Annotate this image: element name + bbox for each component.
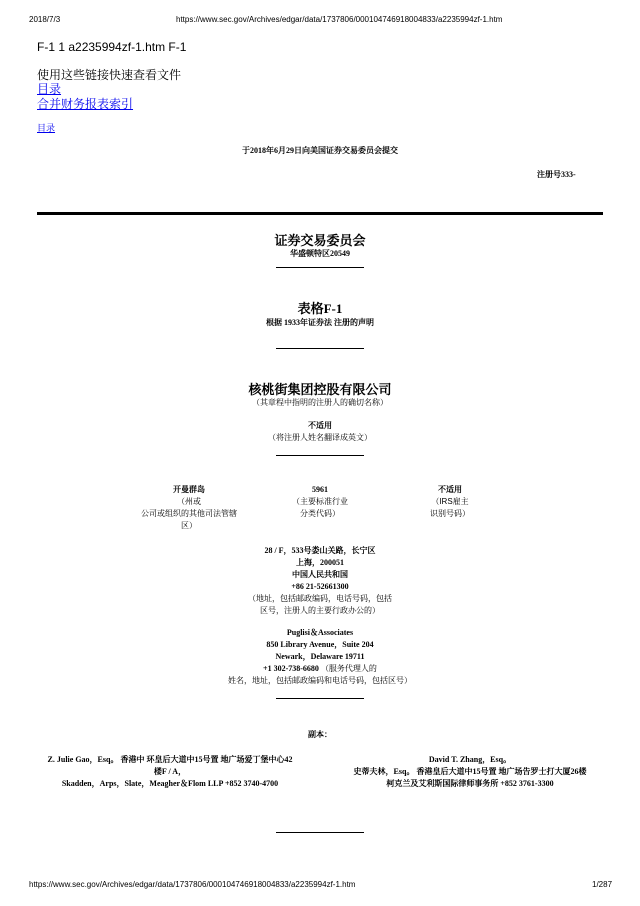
agent-address-line: 850 Library Avenue，Suite 204 [266,640,374,649]
irs-number-column [415,484,485,520]
copy-recipient-line: 史蒂夫林，Esq。 香港皇后大道中15号置 地广场告罗士打大厦26楼 [353,767,587,776]
jurisdiction-note-line: 公司或组织的其他司法管辖 [141,509,237,518]
registrant-name: 核桃街集团控股有限公司 [248,382,392,397]
copy-recipient-line: Z. Julie Gao，Esq。 香港中 环皇后大道中15号置 地广场爱丁堡中心42 [47,755,293,764]
divider [276,455,364,456]
address-line: 中国人民共和国 [292,570,348,579]
address-note-line: （地址，包括邮政编码，电话号码，包括 [248,594,392,603]
form-title: 表格F-1 [297,301,343,316]
agent-phone: +1 302-738-6680 [263,664,319,673]
agent-name: Puglisi＆Associates [286,628,354,637]
agent-note: 姓名，地址，包括邮政编码和电话号码，包括区号） [228,676,412,685]
address-line: 28 / F，533号娄山关路，长宁区 [264,546,376,555]
address-phone: +86 21-52661300 [291,582,349,591]
thick-divider [37,212,603,215]
divider [276,348,364,349]
toc-link-secondary[interactable]: 目录 [37,123,56,133]
copy-recipient-line: 柯克兰及艾利斯国际律师事务所 +852 3761-3300 [386,779,554,788]
sic-code-value: 5961 [312,485,328,494]
financial-statements-index-link[interactable]: 合并财务报表索引 [37,97,134,111]
copies-label: 副本： [308,730,332,739]
divider [276,832,364,833]
copy-recipient-line: David T. Zhang，Esq。 [428,755,512,764]
form-subtitle: 根据 1933年证券法 注册的声明 [266,318,374,327]
address-note-line: 区号，注册人的主要行政办公的） [260,606,380,615]
jurisdiction-value: 开曼群岛 [173,485,205,494]
copy-recipient-line: Skadden，Arps，Slate，Meagher＆Flom LLP +852 3740-4700 [61,779,279,788]
print-footer-url: https://www.sec.gov/Archives/edgar/data/1737806/000104746918004833/a2235994zf-1.htm [29,880,356,889]
sec-location: 华盛顿特区20549 [290,249,350,258]
agent-phone-note: （服务代理人的 [320,664,377,673]
quick-links-intro: 使用这些链接快速查看文件 [37,68,182,82]
filing-date-line: 于2018年6月29日向美国证券交易委员会提交 [242,146,398,155]
sic-code-note-line: （主要标准行业 [292,497,348,506]
print-date: 2018/7/3 [29,15,61,24]
sec-name: 证券交易委员会 [274,233,366,248]
divider [276,267,364,268]
address-line: 上海，200051 [296,558,344,567]
registrant-name-note: （其章程中指明的注册人的确切名称） [252,398,388,407]
copies-right [330,754,610,790]
registrant-translation-note: （将注册人姓名翻译成英文） [268,433,372,442]
sic-code-column [275,484,365,520]
copy-recipient-line: 楼F / A， [153,767,187,776]
irs-number-note-line: （IRS雇主 [431,497,469,506]
copies-left [30,754,310,790]
registrant-address [0,545,640,617]
irs-number-value: 不适用 [438,485,462,494]
sic-code-note-line: 分类代码） [300,509,340,518]
jurisdiction-note-line: 区） [181,521,197,530]
toc-link[interactable]: 目录 [37,82,62,96]
print-page-number: 1/287 [592,880,613,889]
irs-number-note-line: 识别号码） [430,509,470,518]
agent-for-service [0,627,640,687]
jurisdiction-column [130,484,248,532]
jurisdiction-note-line: （州或 [177,497,201,506]
print-url: https://www.sec.gov/Archives/edgar/data/1737806/000104746918004833/a2235994zf-1.htm [176,15,503,24]
registrant-translation: 不适用 [308,421,332,430]
document-title: F-1 1 a2235994zf-1.htm F-1 [37,40,187,54]
divider [276,698,364,699]
registration-number: 注册号333- [537,170,576,179]
agent-address-line: Newark，Delaware 19711 [275,652,365,661]
